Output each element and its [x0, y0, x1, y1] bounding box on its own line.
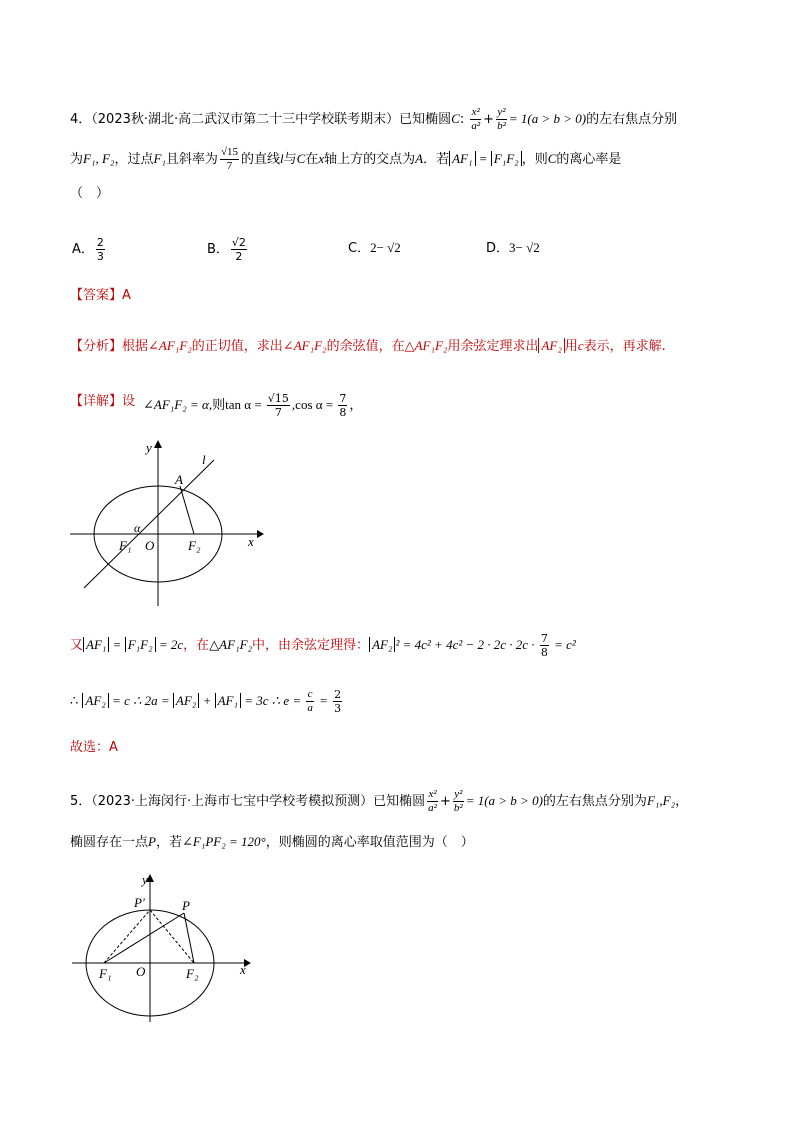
- q4-text: 在: [305, 152, 319, 167]
- q4-foci: F₁, F₂: [83, 151, 115, 166]
- fig2-label-o: O: [136, 964, 146, 979]
- q4-option-a[interactable]: [72, 236, 107, 263]
- fig2-label-p: P: [182, 898, 190, 913]
- analysis-text: 表示，再求解.: [583, 339, 666, 354]
- also-triangle: △AF₁F₂: [209, 637, 253, 652]
- therefore-text: = c ∴ 2a =: [108, 693, 173, 708]
- q5-eq-x-frac: [427, 788, 438, 815]
- also-tail: = c²: [550, 637, 576, 652]
- therefore-symbol: ∴: [70, 694, 83, 709]
- also-text: 又: [70, 638, 84, 653]
- analysis-text: 用余弦定理求出: [447, 339, 539, 354]
- option-a-num: 2: [96, 236, 104, 249]
- detail-cos-den: 8: [339, 406, 347, 419]
- analysis-text: 用: [564, 339, 578, 354]
- q5-text: 椭圆存在一点: [70, 835, 149, 850]
- analysis-label: 【分析】: [70, 339, 123, 354]
- therefore-eq: =: [315, 693, 332, 708]
- therefore-abs: AF₂: [173, 693, 199, 708]
- also-den: 8: [540, 646, 548, 659]
- q4-point-f1: F₁: [153, 151, 166, 166]
- therefore-num: c: [307, 688, 313, 700]
- q5-eq-rhs: = 1(a > b > 0): [465, 793, 543, 808]
- option-a-frac: [96, 236, 105, 263]
- fig2-label-f2: F₂: [186, 966, 199, 981]
- fig1-y-arrow: [154, 440, 162, 448]
- q4-choose: 故选：A: [70, 740, 118, 755]
- fig1-label-f1: F₁: [119, 538, 132, 553]
- q5-stem-2: 的左右焦点分别为: [542, 794, 647, 809]
- q4-text: ，则: [521, 152, 548, 167]
- q4-source: （2023秋·湖北·高二武汉市第二十三中学校联考期末）: [91, 112, 400, 127]
- option-label: D．: [486, 241, 510, 256]
- option-c-text: 2− √2: [370, 240, 401, 255]
- fig1-x-arrow: [257, 530, 264, 538]
- fig2-label-pp: P′: [134, 895, 145, 910]
- figure-ellipse-1: [64, 434, 274, 610]
- fig1-label-alpha: α: [134, 521, 141, 535]
- detail-tan-frac: [267, 392, 290, 419]
- analysis-abs: AF₂: [538, 338, 564, 353]
- q5-eq-a: a²: [428, 802, 437, 814]
- detail-angle: ∠AF₁F₂ = α,: [143, 397, 213, 412]
- q5-eq-y-frac: [453, 788, 464, 815]
- detail-text: ，: [349, 398, 363, 413]
- q5-eq-b: b²: [453, 802, 463, 814]
- q4-analysis: [70, 336, 666, 357]
- q4-line-2: [70, 146, 621, 173]
- detail-tan-num: √15: [267, 392, 289, 405]
- detail-cos: ,cos α =: [291, 397, 337, 412]
- also-abs-af2: AF₂: [369, 637, 395, 652]
- analysis-triangle: △AF₁F₂: [404, 338, 448, 353]
- q4-text: 与: [283, 152, 297, 167]
- q4-axis-x: x: [318, 151, 325, 166]
- fig1-label-l: l: [202, 452, 206, 467]
- answer-label: 【答案】: [70, 288, 123, 303]
- q4-text: 的直线: [240, 152, 280, 167]
- fig2-label-y: y: [142, 872, 148, 887]
- fig2-dashed-pp-f2: [150, 910, 194, 963]
- q4-eq-x: x²: [471, 106, 480, 118]
- q4-detail: [70, 392, 135, 412]
- q4-text: 的离心率是: [556, 152, 622, 167]
- q4-point-a: A: [415, 151, 424, 166]
- therefore-num-2: 2: [334, 688, 342, 701]
- also-eq: =: [109, 637, 125, 652]
- detail-tan: tan α =: [225, 397, 265, 412]
- fig1-line-l: [84, 460, 214, 588]
- q4-eq-rhs: = 1(a > b > 0): [508, 111, 587, 126]
- q5-eq-x: x²: [428, 788, 437, 800]
- q4-text: 为: [70, 152, 84, 167]
- analysis-text: 的正切值，求出: [191, 339, 283, 354]
- analysis-angle: ∠AF₁F₂: [282, 338, 327, 353]
- q4-text: ，过点: [114, 152, 154, 167]
- q4-option-d[interactable]: [486, 238, 540, 259]
- also-num: 7: [540, 632, 548, 645]
- q4-stem-1: 已知椭圆: [399, 112, 452, 127]
- also-abs-f1f2: F₁F₂: [125, 637, 156, 652]
- also-2c: = 2c: [155, 637, 184, 652]
- analysis-text: 的余弦值，在: [326, 339, 405, 354]
- therefore-text: = 3c ∴ e =: [241, 693, 305, 708]
- figure-ellipse-2: [64, 870, 264, 1026]
- therefore-frac-2: [333, 688, 342, 715]
- q5-text: ，若: [155, 835, 182, 850]
- q4-option-b[interactable]: [207, 236, 249, 263]
- q4-ellipse-name: C: [451, 111, 460, 126]
- q5-point-p: P: [148, 834, 156, 849]
- q4-cond-rhs: F₁F₂: [491, 151, 522, 166]
- q4-also-line: [70, 632, 576, 659]
- option-b-den: 2: [235, 250, 243, 263]
- also-text: ，在: [183, 638, 210, 653]
- detail-tan-den: 7: [274, 406, 282, 419]
- also-frac: [540, 632, 549, 659]
- therefore-plus: +: [199, 693, 215, 708]
- q5-eq-y: y²: [454, 788, 463, 800]
- therefore-frac-1: [306, 688, 314, 715]
- option-d-text: 3− √2: [509, 240, 540, 255]
- q5-stem-1: 已知椭圆: [373, 794, 426, 809]
- fig2-label-x: x: [240, 962, 246, 977]
- q5-line-2: [70, 832, 474, 853]
- detail-label: 【详解】: [70, 394, 123, 409]
- also-abs-af1: AF₁: [83, 637, 109, 652]
- therefore-abs: AF₂: [82, 693, 108, 708]
- fig2-line-f1-p: [104, 913, 184, 963]
- q4-therefore-line: [70, 688, 344, 715]
- therefore-den-2: 3: [334, 702, 342, 715]
- q5-number: 5．: [70, 794, 92, 809]
- q4-line-l: l: [280, 151, 284, 166]
- detail-text: 则: [212, 398, 226, 413]
- q4-detail-math: [143, 392, 362, 419]
- answer-value: A: [122, 288, 131, 303]
- q4-slope-den: 7: [226, 160, 233, 172]
- option-a-den: 3: [96, 250, 104, 263]
- also-text: 中，由余弦定理得：: [252, 638, 370, 653]
- option-label: A．: [72, 242, 94, 257]
- q5-foci: F₁,F₂: [646, 793, 676, 808]
- q4-paren: （ ）: [70, 186, 110, 201]
- q5-line-1: 5．（2023·上海闵行·上海市七宝中学校考模拟预测）已知椭圆 $\frac{\text{x²}}{\text{a²}}$ + $\frac{\text{y²}}{\text{b²}}$ = 1(a > b > 0)的左右焦点分别为F₁,F₂，: [70, 788, 689, 814]
- q4-eq-x-frac: [470, 106, 481, 133]
- q4-c-name: C: [296, 151, 306, 166]
- q4-text: 且斜率为: [165, 152, 218, 167]
- option-b-frac: [231, 236, 247, 263]
- detail-cos-frac: [338, 392, 347, 419]
- q5-stem-3: ，: [675, 794, 689, 809]
- q4-text: ．若: [423, 152, 450, 167]
- fig1-label-o: O: [145, 538, 155, 553]
- option-label: B．: [207, 242, 229, 257]
- q4-line-1: 4．（2023秋·湖北·高二武汉市第二十三中学校联考期末）已知椭圆C: $\frac{\text{x²}}{\text{a²}}$ + $\frac{\text{y²}}{\text{b²}}$ = 1(a > b > 0)的左右焦点分别: [70, 106, 678, 132]
- q4-eq-b: b²: [497, 120, 506, 132]
- analysis-c: c: [577, 338, 584, 353]
- therefore-den: a: [307, 702, 313, 714]
- q4-eq-y: y²: [497, 106, 506, 118]
- q4-text: 轴上方的交点为: [324, 152, 416, 167]
- therefore-abs: AF₁: [215, 693, 241, 708]
- q4-slope-frac: [220, 146, 239, 173]
- option-label: C．: [348, 241, 371, 256]
- q4-cond-eq: =: [475, 151, 491, 166]
- q4-answer: [70, 286, 131, 306]
- q4-cond-lhs: AF₁: [449, 151, 475, 166]
- also-expr: ² = 4c² + 4c² − 2 · 2c · 2c ·: [395, 637, 538, 652]
- q4-stem-2: 的左右焦点分别: [586, 112, 678, 127]
- detail-cos-num: 7: [339, 392, 347, 405]
- q4-slope-num: √15: [220, 146, 238, 158]
- fig1-label-x: x: [248, 534, 254, 549]
- fig2-label-f1: F₁: [99, 966, 112, 981]
- fig1-label-y: y: [146, 440, 152, 455]
- q4-eq-a: a²: [471, 120, 481, 132]
- q5-text: ，则椭圆的离心率取值范围为（ ）: [265, 835, 474, 850]
- fig2-dashed-f1-pp: [104, 910, 150, 963]
- q4-number: 4．: [70, 112, 92, 127]
- fig1-label-f2: F₂: [188, 538, 201, 553]
- q5-angle: ∠F₁PF₂ = 120°: [181, 834, 266, 849]
- detail-text: 设: [122, 394, 136, 409]
- q4-option-c[interactable]: [348, 238, 401, 259]
- q5-source: （2023·上海闵行·上海市七宝中学校考模拟预测）: [91, 794, 374, 809]
- q4-c-name-2: C: [547, 151, 557, 166]
- q4-eq-y-frac: [496, 106, 507, 133]
- analysis-angle: ∠AF₁F₂: [148, 338, 192, 353]
- option-b-num: √2: [231, 236, 246, 249]
- fig1-label-a: A: [175, 472, 183, 487]
- analysis-text: 根据: [122, 339, 149, 354]
